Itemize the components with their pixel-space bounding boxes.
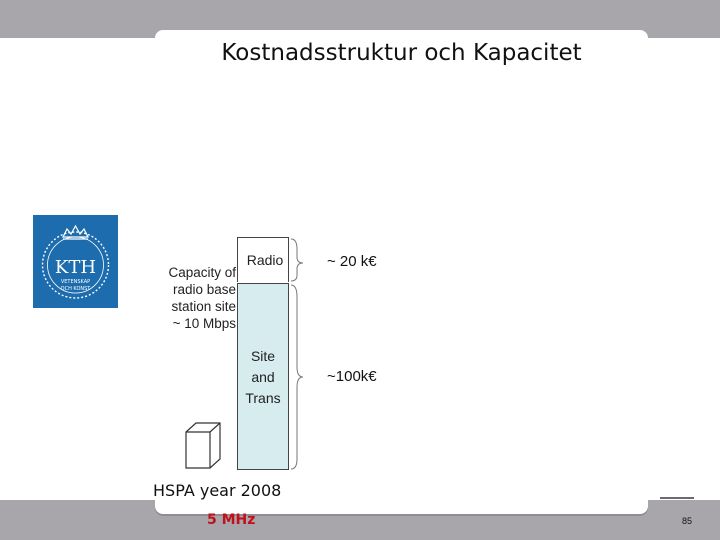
page-number: 85 — [682, 516, 693, 526]
radio-cost: ~ 20 k€ — [327, 253, 377, 270]
site-segment-label: Site and Trans — [245, 348, 281, 406]
radio-segment-label: Radio — [246, 252, 284, 268]
logo-text-line3: OCH KONST — [60, 286, 91, 292]
logo-text-kth: KTH — [54, 257, 97, 278]
bandwidth-label: 5 MHz — [207, 512, 256, 528]
caption: HSPA year 2008 — [153, 481, 282, 500]
logo-text-line2: VETENSKAP — [60, 279, 91, 285]
capacity-label: Capacity of radio base station site ~ 10 Mbps — [168, 265, 236, 331]
cost-brackets — [289, 237, 319, 477]
slide-title: Kostnadsstruktur och Kapacitet — [221, 40, 582, 66]
footer-rule — [660, 497, 694, 499]
base-station-cube-icon — [183, 420, 223, 472]
kth-crest-icon — [33, 215, 118, 308]
site-cost: ~100k€ — [327, 368, 377, 385]
kth-logo — [33, 215, 118, 308]
